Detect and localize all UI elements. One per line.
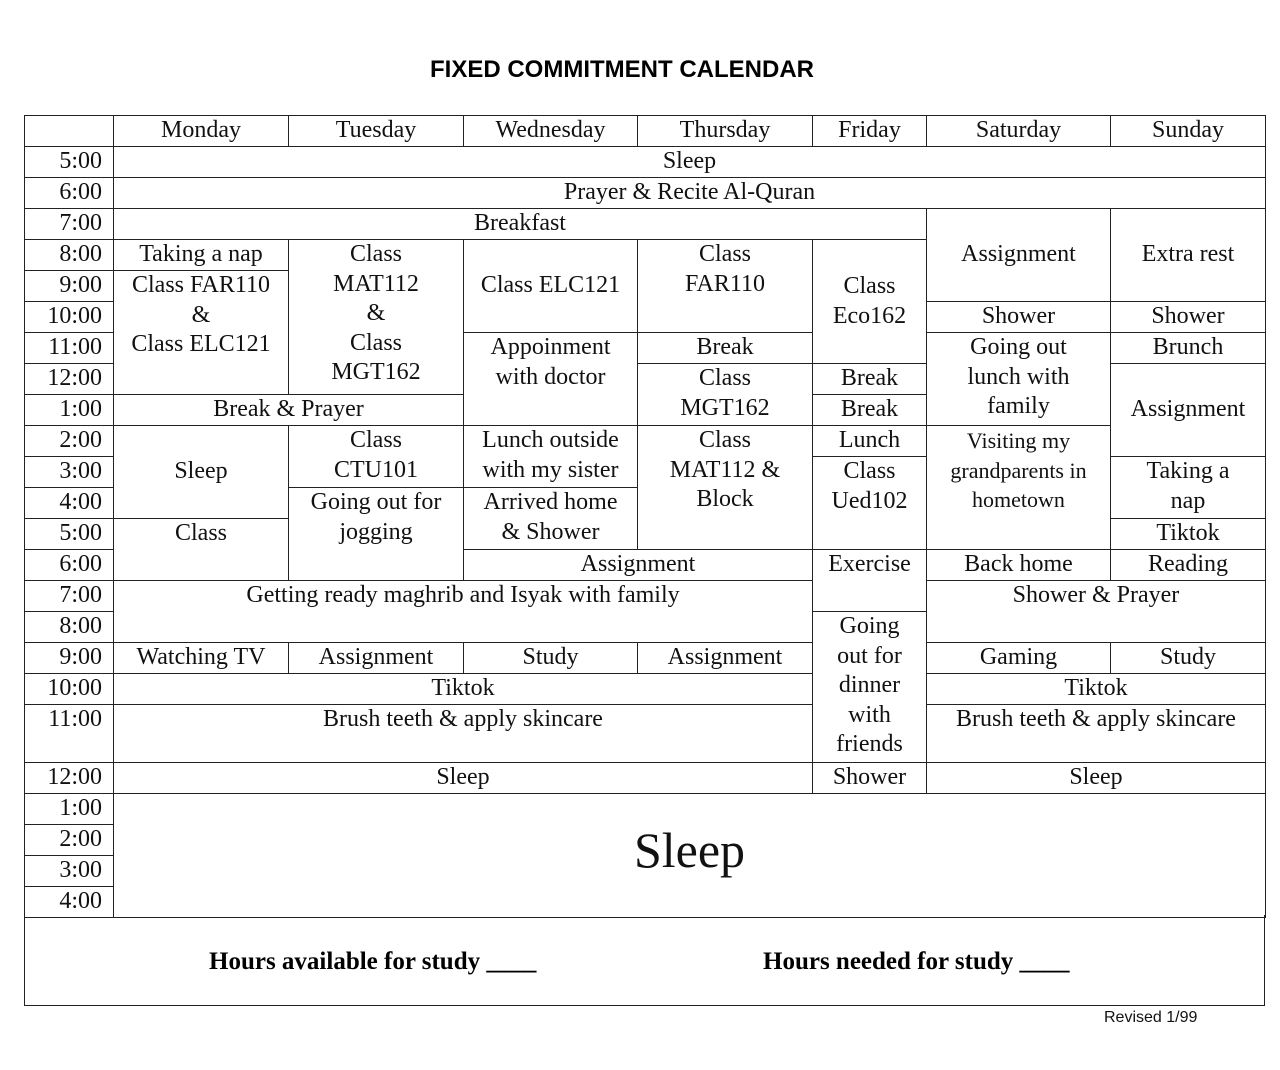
entry-cell: Back home — [927, 550, 1111, 581]
entry-cell: Going out for dinner with friends — [813, 612, 927, 763]
time-label: 10:00 — [25, 302, 114, 333]
page-title: FIXED COMMITMENT CALENDAR — [430, 56, 814, 83]
entry-cell: Shower — [813, 763, 927, 794]
entry-cell: Assignment — [638, 643, 813, 674]
entry-cell: Shower & Prayer — [927, 581, 1266, 643]
entry-cell: Brush teeth & apply skincare — [927, 705, 1266, 763]
time-label: 9:00 — [25, 271, 114, 302]
time-label: 12:00 — [25, 364, 114, 395]
time-label: 11:00 — [25, 333, 114, 364]
day-header: Thursday — [638, 116, 813, 147]
entry-cell: Extra rest — [1111, 209, 1266, 302]
time-label: 5:00 — [25, 519, 114, 550]
entry-cell: Shower — [927, 302, 1111, 333]
entry-cell: Appoinment with doctor — [464, 333, 638, 426]
entry-cell: Going out lunch with family — [927, 333, 1111, 426]
header-row — [25, 116, 1266, 147]
entry-cell: Lunch outside with my sister — [464, 426, 638, 488]
entry-cell: Taking a nap — [114, 240, 289, 271]
entry-cell: Class Ued102 — [813, 457, 927, 550]
entry-cell: Tiktok — [1111, 519, 1266, 550]
entry-cell: Class MAT112 & Class MGT162 — [289, 240, 464, 395]
entry-cell: Tiktok — [114, 674, 813, 705]
entry-cell: Tiktok — [927, 674, 1266, 705]
study-hours-footer — [24, 915, 1265, 1006]
entry-cell: Sleep — [114, 426, 289, 519]
entry-cell: Exercise — [813, 550, 927, 612]
day-header: Monday — [114, 116, 289, 147]
entry-cell: Breakfast — [114, 209, 927, 240]
time-label: 6:00 — [25, 178, 114, 209]
entry-cell: Brunch — [1111, 333, 1266, 364]
time-label: 3:00 — [25, 856, 114, 887]
hours-available-label: Hours available for study ____ — [209, 948, 537, 975]
entry-cell: Shower — [1111, 302, 1266, 333]
entry-cell: Sleep — [114, 147, 1266, 178]
day-header: Wednesday — [464, 116, 638, 147]
day-header: Friday — [813, 116, 927, 147]
entry-cell: Study — [464, 643, 638, 674]
day-header: Saturday — [927, 116, 1111, 147]
entry-cell: Going out for jogging — [289, 488, 464, 581]
entry-cell: Assignment — [289, 643, 464, 674]
revision-note: Revised 1/99 — [1104, 1009, 1198, 1026]
corner-cell — [25, 116, 114, 147]
time-label: 1:00 — [25, 395, 114, 426]
entry-cell: Assignment — [1111, 364, 1266, 457]
day-header: Tuesday — [289, 116, 464, 147]
time-label: 2:00 — [25, 825, 114, 856]
time-label: 12:00 — [25, 763, 114, 794]
time-label: 3:00 — [25, 457, 114, 488]
hours-needed-label: Hours needed for study ____ — [763, 948, 1070, 975]
time-label: 8:00 — [25, 240, 114, 271]
entry-cell: Class ELC121 — [464, 240, 638, 333]
day-header: Sunday — [1111, 116, 1266, 147]
entry-cell: Visiting my grandparents in hometown — [927, 426, 1111, 550]
time-label: 1:00 — [25, 794, 114, 825]
entry-cell: Sleep — [927, 763, 1266, 794]
entry-cell: Reading — [1111, 550, 1266, 581]
time-label: 10:00 — [25, 674, 114, 705]
time-label: 7:00 — [25, 581, 114, 612]
entry-cell: Brush teeth & apply skincare — [114, 705, 813, 763]
entry-cell: Class CTU101 — [289, 426, 464, 488]
time-label: 2:00 — [25, 426, 114, 457]
entry-cell: Study — [1111, 643, 1266, 674]
entry-cell: Arrived home & Shower — [464, 488, 638, 550]
entry-cell: Class FAR110 — [638, 240, 813, 333]
entry-cell: Class Eco162 — [813, 240, 927, 364]
entry-cell: Lunch — [813, 426, 927, 457]
entry-cell: Break — [813, 395, 927, 426]
entry-cell: Sleep — [114, 763, 813, 794]
entry-cell: Taking a nap — [1111, 457, 1266, 519]
entry-cell: Break — [813, 364, 927, 395]
time-label: 4:00 — [25, 488, 114, 519]
entry-cell: Getting ready maghrib and Isyak with family — [114, 581, 813, 643]
entry-cell: Class FAR110 & Class ELC121 — [114, 271, 289, 395]
time-label: 6:00 — [25, 550, 114, 581]
time-label: 9:00 — [25, 643, 114, 674]
entry-cell: Class MGT162 — [638, 364, 813, 426]
time-label: 4:00 — [25, 887, 114, 918]
calendar-table — [24, 115, 1266, 918]
entry-cell: Assignment — [464, 550, 813, 581]
entry-cell: Class MAT112 & Block — [638, 426, 813, 550]
time-label: 11:00 — [25, 705, 114, 763]
entry-cell: Gaming — [927, 643, 1111, 674]
time-label: 8:00 — [25, 612, 114, 643]
entry-cell: Watching TV — [114, 643, 289, 674]
time-label: 5:00 — [25, 147, 114, 178]
time-label: 7:00 — [25, 209, 114, 240]
entry-cell: Assignment — [927, 209, 1111, 302]
entry-cell: Break & Prayer — [114, 395, 464, 426]
entry-cell: Prayer & Recite Al-Quran — [114, 178, 1266, 209]
entry-cell: Break — [638, 333, 813, 364]
entry-cell: Class — [114, 519, 289, 581]
night-sleep-block: Sleep — [114, 794, 1266, 918]
